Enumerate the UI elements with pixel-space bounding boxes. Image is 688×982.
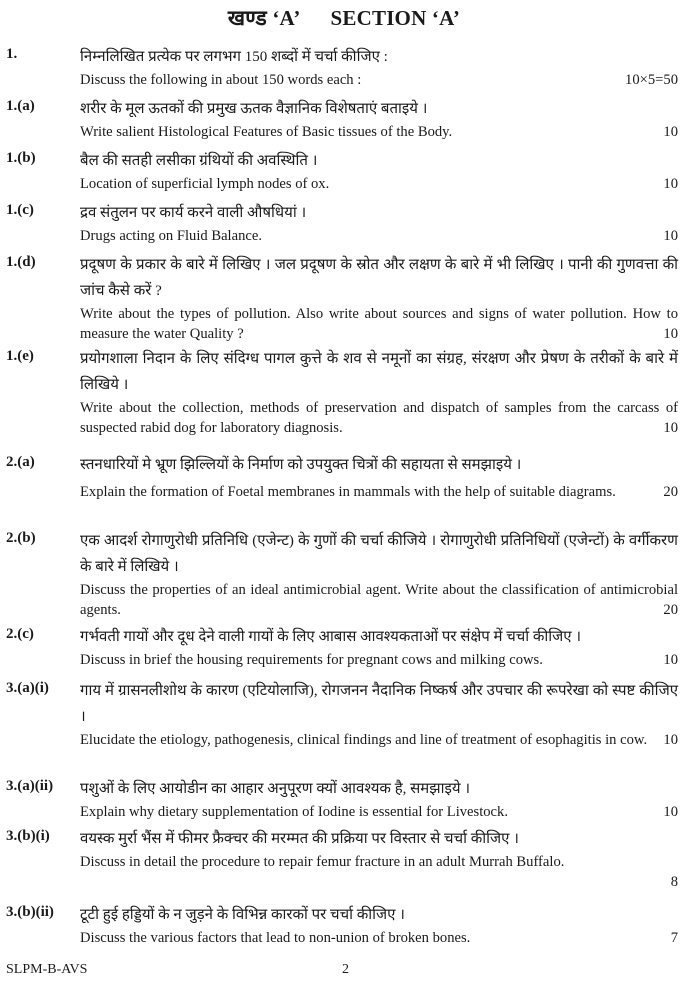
question-text-hindi: स्तनधारियों मे भ्रूण झिल्लियों के निर्माण को उपयुक्त चित्रों की सहायता से समझाइये । bbox=[80, 457, 522, 473]
question-number: 2.(c) bbox=[6, 626, 34, 642]
question-text-english: Discuss the various factors that lead to non-union of broken bones. bbox=[80, 930, 471, 946]
question-text-english: Write about the types of pollution. Also write about sources and signs of water pollution. How to measure the water Quality ? bbox=[80, 306, 678, 342]
question-text-english: Explain why dietary supplementation of Iodine is essential for Livestock. bbox=[80, 804, 508, 820]
question-number: 2.(a) bbox=[6, 454, 35, 470]
question-number: 3.(b)(i) bbox=[6, 828, 50, 844]
question-marks: 10 bbox=[663, 420, 678, 436]
question-number: 1. bbox=[6, 46, 18, 62]
question-number: 1.(c) bbox=[6, 202, 34, 218]
question-marks: 10 bbox=[663, 652, 678, 668]
paper-code: SLPM-B-AVS bbox=[6, 962, 88, 977]
section-heading-hindi: खण्ड ‘A’ bbox=[227, 6, 301, 30]
question-text-english: Elucidate the etiology, pathogenesis, clinical findings and line of treatment of esophagitis in cow. bbox=[80, 732, 648, 748]
question-number: 1.(b) bbox=[6, 150, 36, 166]
question-marks: 10×5=50 bbox=[625, 72, 678, 88]
question-text-hindi: प्रदूषण के प्रकार के बारे में लिखिए । जल प्रदूषण के स्रोत और लक्षण के बारे में भी लिखिए । पानी की गुणवत्ता की जांच कैसे करें ? bbox=[80, 257, 678, 299]
question-text-hindi: गाय में ग्रासनलीशोथ के कारण (एटियोलाजि), रोगजनन नैदानिक निष्कर्ष और उपचार की रूपरेखा को स्पष्ट कीजिए । bbox=[80, 683, 678, 725]
question-text-hindi: बैल की सतही लसीका ग्रंथियों की अवस्थिति । bbox=[80, 153, 318, 169]
question-text-english: Drugs acting on Fluid Balance. bbox=[80, 228, 262, 244]
question-marks: 10 bbox=[663, 124, 678, 140]
question-number: 3.(b)(ii) bbox=[6, 904, 54, 920]
question-number: 1.(e) bbox=[6, 348, 34, 364]
question-number: 3.(a)(ii) bbox=[6, 778, 54, 794]
page-number: 2 bbox=[342, 962, 349, 977]
question-text-hindi: निम्नलिखित प्रत्येक पर लगभग 150 शब्दों में चर्चा कीजिए : bbox=[80, 49, 388, 65]
question-text-hindi: एक आदर्श रोगाणुरोधी प्रतिनिधि (एजेन्ट) के गुणों की चर्चा कीजिये । रोगाणुरोधी प्रतिनिधियों (एजेन्टों) के वर्गीकरण के बारे में लिखिये । bbox=[80, 533, 678, 575]
question-text-hindi: द्रव संतुलन पर कार्य करने वाली औषधियां । bbox=[80, 205, 307, 221]
question-marks: 10 bbox=[663, 326, 678, 342]
question-number: 1.(a) bbox=[6, 98, 35, 114]
question-marks: 10 bbox=[663, 804, 678, 820]
question-number: 1.(d) bbox=[6, 254, 36, 270]
question-marks: 10 bbox=[663, 228, 678, 244]
question-text-hindi: पशुओं के लिए आयोडीन का आहार अनुपूरण क्यों आवश्यक है, समझाइये । bbox=[80, 781, 471, 797]
question-number: 3.(a)(i) bbox=[6, 680, 49, 696]
question-text-english: Write about the collection, methods of preservation and dispatch of samples from the carcass of suspected rabid dog for laboratory diagnosis. bbox=[80, 400, 678, 436]
question-marks: 7 bbox=[670, 930, 678, 946]
question-marks: 10 bbox=[663, 732, 678, 748]
question-marks: 8 bbox=[670, 874, 678, 890]
section-heading-english: SECTION ‘A’ bbox=[330, 6, 461, 30]
question-text-hindi: गर्भवती गायों और दूध देने वाली गायों के लिए आबास आवश्यकताओं पर संक्षेप में चर्चा कीजिए । bbox=[80, 629, 582, 645]
question-marks: 10 bbox=[663, 176, 678, 192]
question-text-english: Location of superficial lymph nodes of ox. bbox=[80, 176, 330, 192]
question-text-english: Discuss the properties of an ideal antimicrobial agent. Write about the classification of antimicrobial agents. bbox=[80, 582, 678, 618]
section-heading bbox=[0, 4, 688, 32]
question-text-english: Discuss in brief the housing requirements for pregnant cows and milking cows. bbox=[80, 652, 543, 668]
question-text-hindi: वयस्क मुर्रा भैंस में फीमर फ्रैक्चर की मरम्मत की प्रक्रिया पर विस्तार से चर्चा कीजिए । bbox=[80, 831, 519, 847]
question-text-english: Discuss in detail the procedure to repair femur fracture in an adult Murrah Buffalo. bbox=[80, 854, 565, 870]
question-text-hindi: टूटी हुई हड्डियों के न जुड़ने के विभिन्न कारकों पर चर्चा कीजिए । bbox=[80, 907, 405, 923]
question-marks: 20 bbox=[663, 484, 678, 500]
question-text-hindi: शरीर के मूल ऊतकों की प्रमुख ऊतक वैज्ञानिक विशेषताएं बताइये । bbox=[80, 101, 428, 117]
question-marks: 20 bbox=[663, 602, 678, 618]
question-text-english: Explain the formation of Foetal membranes in mammals with the help of suitable diagrams. bbox=[80, 484, 616, 500]
question-text-hindi: प्रयोगशाला निदान के लिए संदिग्ध पागल कुत्ते के शव से नमूनों का संग्रह, संरक्षण और प्रेषण के तरीकों के बारे में लिखिये । bbox=[80, 351, 678, 393]
question-text-english: Discuss the following in about 150 words each : bbox=[80, 72, 362, 88]
question-number: 2.(b) bbox=[6, 530, 36, 546]
question-text-english: Write salient Histological Features of Basic tissues of the Body. bbox=[80, 124, 453, 140]
